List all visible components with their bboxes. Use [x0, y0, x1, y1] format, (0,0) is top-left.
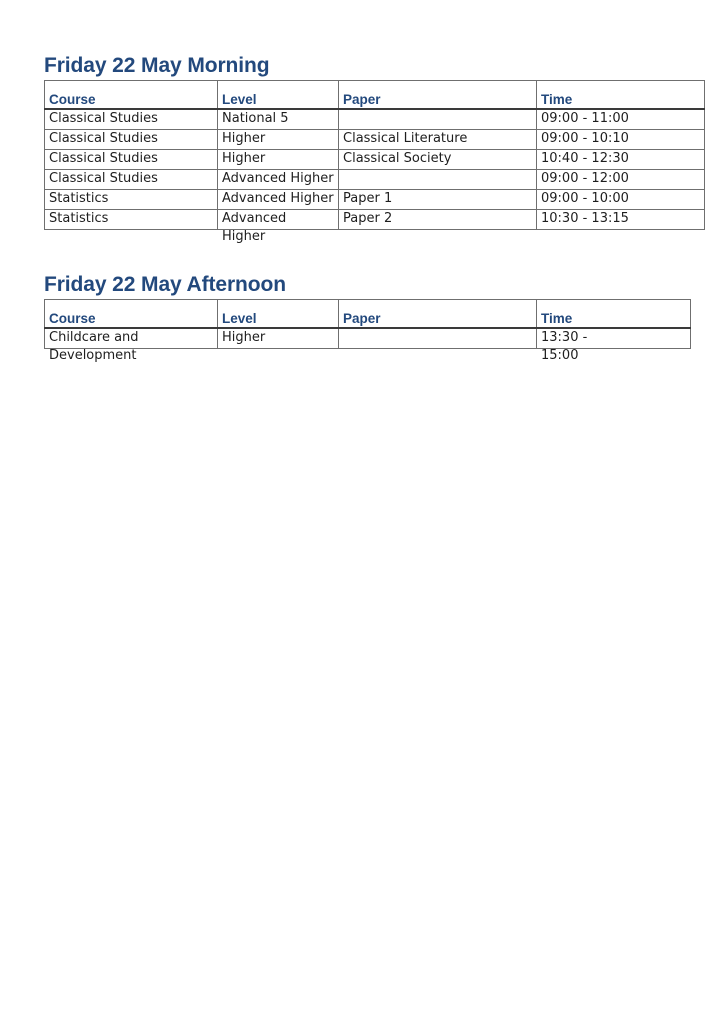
paper-cell: Classical Literature: [339, 130, 537, 150]
col-header-paper: Paper: [339, 300, 537, 329]
table-row: [45, 170, 705, 190]
course-cell: Classical Studies: [45, 109, 218, 130]
table-row: [45, 190, 705, 210]
morning-section: [44, 54, 705, 244]
section-title: Friday 22 May Morning: [44, 54, 270, 77]
paper-cell: [339, 328, 537, 349]
paper-cell: [339, 109, 537, 130]
header-row: [45, 81, 705, 110]
level-cell: National 5: [218, 109, 339, 130]
time-cell: 10:40 - 12:30: [537, 150, 705, 170]
paper-cell: Paper 2: [339, 210, 537, 230]
time-cell: 10:30 - 13:15: [537, 210, 705, 230]
level-cell: Advanced Higher: [218, 190, 339, 210]
morning-timetable: [44, 80, 705, 244]
section-title: Friday 22 May Afternoon: [44, 273, 286, 296]
afternoon-timetable: [44, 299, 691, 363]
level-cell-text: Advanced Higher: [222, 211, 287, 244]
level-cell: [218, 210, 339, 244]
col-header-course: Course: [45, 81, 218, 110]
course-cell: Classical Studies: [45, 150, 218, 170]
paper-cell: Classical Society: [339, 150, 537, 170]
time-cell: 09:00 - 10:00: [537, 190, 705, 210]
table-row: [45, 328, 691, 349]
level-cell: Higher: [218, 150, 339, 170]
course-cell: Statistics: [45, 210, 218, 230]
course-cell: [45, 328, 218, 363]
time-cell: 09:00 - 11:00: [537, 109, 705, 130]
time-cell: 09:00 - 12:00: [537, 170, 705, 190]
table-row: [45, 210, 705, 230]
time-cell: [537, 328, 691, 363]
course-cell-text: Childcare and Development: [49, 330, 139, 363]
table-row: [45, 150, 705, 170]
course-cell: Classical Studies: [45, 170, 218, 190]
time-cell: 09:00 - 10:10: [537, 130, 705, 150]
course-cell: Classical Studies: [45, 130, 218, 150]
table-row: [45, 130, 705, 150]
col-header-paper: Paper: [339, 81, 537, 110]
col-header-time: Time: [537, 300, 691, 329]
table-row: [45, 109, 705, 130]
paper-cell: Paper 1: [339, 190, 537, 210]
level-cell: Advanced Higher: [218, 170, 339, 190]
level-cell: Higher: [218, 130, 339, 150]
col-header-level: Level: [218, 300, 339, 329]
col-header-course: Course: [45, 300, 218, 329]
time-cell-text: 13:30 - 15:00: [541, 330, 588, 363]
course-cell: Statistics: [45, 190, 218, 210]
level-cell: Higher: [218, 328, 339, 349]
col-header-level: Level: [218, 81, 339, 110]
col-header-time: Time: [537, 81, 705, 110]
paper-cell: [339, 170, 537, 190]
afternoon-section: [44, 273, 691, 363]
header-row: [45, 300, 691, 329]
